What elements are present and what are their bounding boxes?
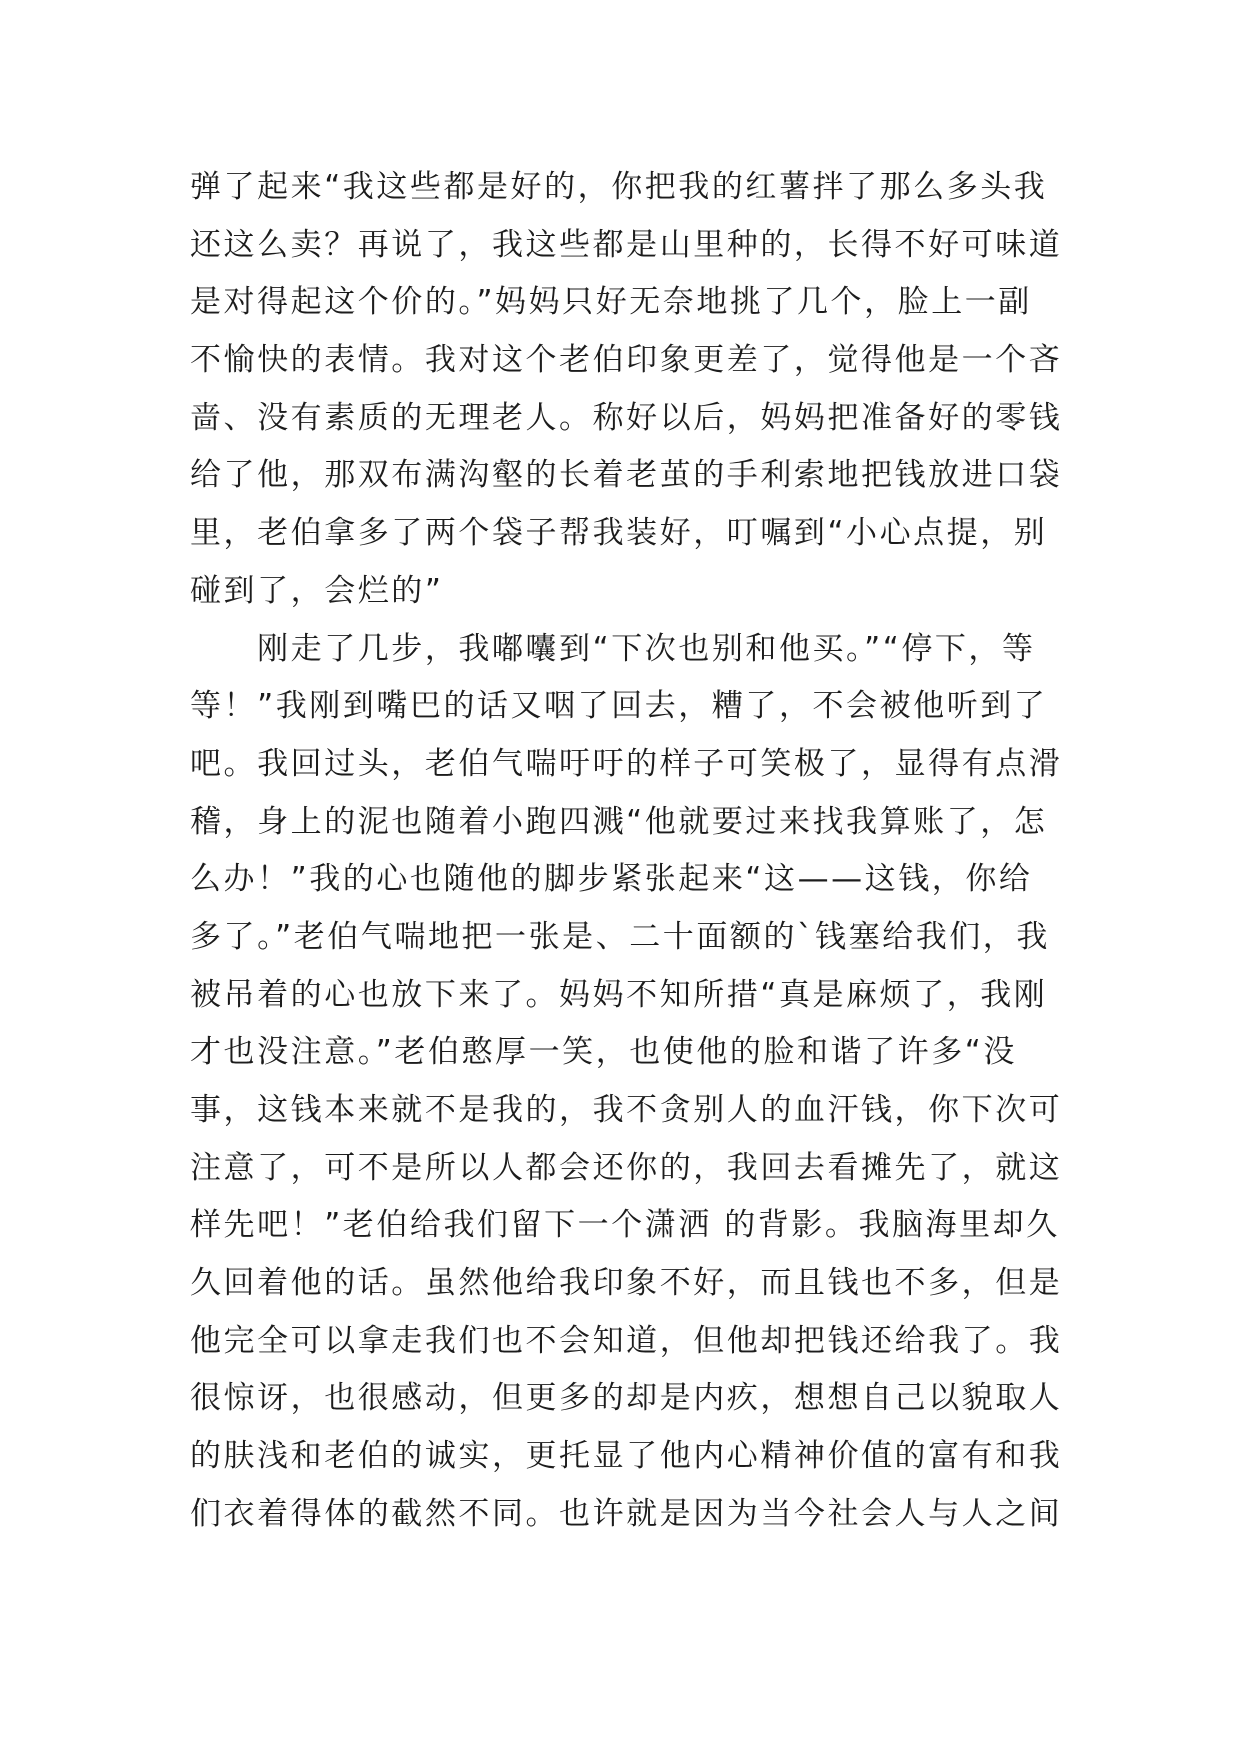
text-line: 给了他，那双布满沟壑的长着老茧的手利索地把钱放进口袋 bbox=[190, 457, 1063, 494]
text-line: 们衣着得体的截然不同。也许就是因为当今社会人与人之间 bbox=[190, 1495, 1063, 1532]
body-text bbox=[190, 159, 1063, 1544]
text-line: 里，老伯拿多了两个袋子帮我装好，叮嘱到“小心点提，别 bbox=[190, 515, 1048, 552]
text-line: 他完全可以拿走我们也不会知道，但他却把钱还给我了。我 bbox=[190, 1322, 1063, 1359]
text-line: 稽，身上的泥也随着小跑四溅“他就要过来找我算账了，怎 bbox=[190, 803, 1048, 840]
text-line: 不愉快的表情。我对这个老伯印象更差了，觉得他是一个吝 bbox=[190, 342, 1063, 379]
text-line: 等！”我刚到嘴巴的话又咽了回去，糟了，不会被他听到了 bbox=[190, 688, 1048, 725]
text-line: 多了。”老伯气喘地把一张是、二十面额的`钱塞给我们，我 bbox=[190, 918, 1050, 955]
text-line: 被吊着的心也放下来了。妈妈不知所措“真是麻烦了，我刚 bbox=[190, 976, 1048, 1013]
text-line: 久回着他的话。虽然他给我印象不好，而且钱也不多，但是 bbox=[190, 1265, 1063, 1302]
text-line: 事，这钱本来就不是我的，我不贪别人的血汗钱，你下次可 bbox=[190, 1092, 1063, 1128]
text-line: 碰到了，会烂的” bbox=[190, 572, 444, 609]
text-line: 吧。我回过头，老伯气喘吁吁的样子可笑极了，显得有点滑 bbox=[190, 745, 1063, 782]
text-line: 啬、没有素质的无理老人。称好以后，妈妈把准备好的零钱 bbox=[190, 399, 1063, 436]
text-line: 样先吧！”老伯给我们留下一个潇洒 的背影。我脑海里却久 bbox=[190, 1207, 1060, 1244]
text-line: 的肤浅和老伯的诚实，更托显了他内心精神价值的富有和我 bbox=[190, 1438, 1063, 1475]
text-line: 注意了，可不是所以人都会还你的，我回去看摊先了，就这 bbox=[190, 1149, 1063, 1186]
text-line: 很惊讶，也很感动，但更多的却是内疚，想想自己以貌取人 bbox=[190, 1380, 1063, 1417]
text-line: 还这么卖？再说了，我这些都是山里种的，长得不好可味道 bbox=[190, 226, 1063, 263]
text-line: 弹了起来“我这些都是好的，你把我的红薯拌了那么多头我 bbox=[190, 169, 1048, 205]
text-line: 是对得起这个价的。”妈妈只好无奈地挑了几个，脸上一副 bbox=[190, 284, 1032, 321]
text-line: 才也没注意。”老伯憨厚一笑，也使他的脸和谐了许多“没 bbox=[190, 1034, 1017, 1071]
text-line: 么办！”我的心也随他的脚步紧张起来“这——这钱，你给 bbox=[190, 861, 1033, 898]
text-line: 刚走了几步，我嘟囔到“下次也别和他买。”“停下，等 bbox=[190, 630, 1036, 667]
